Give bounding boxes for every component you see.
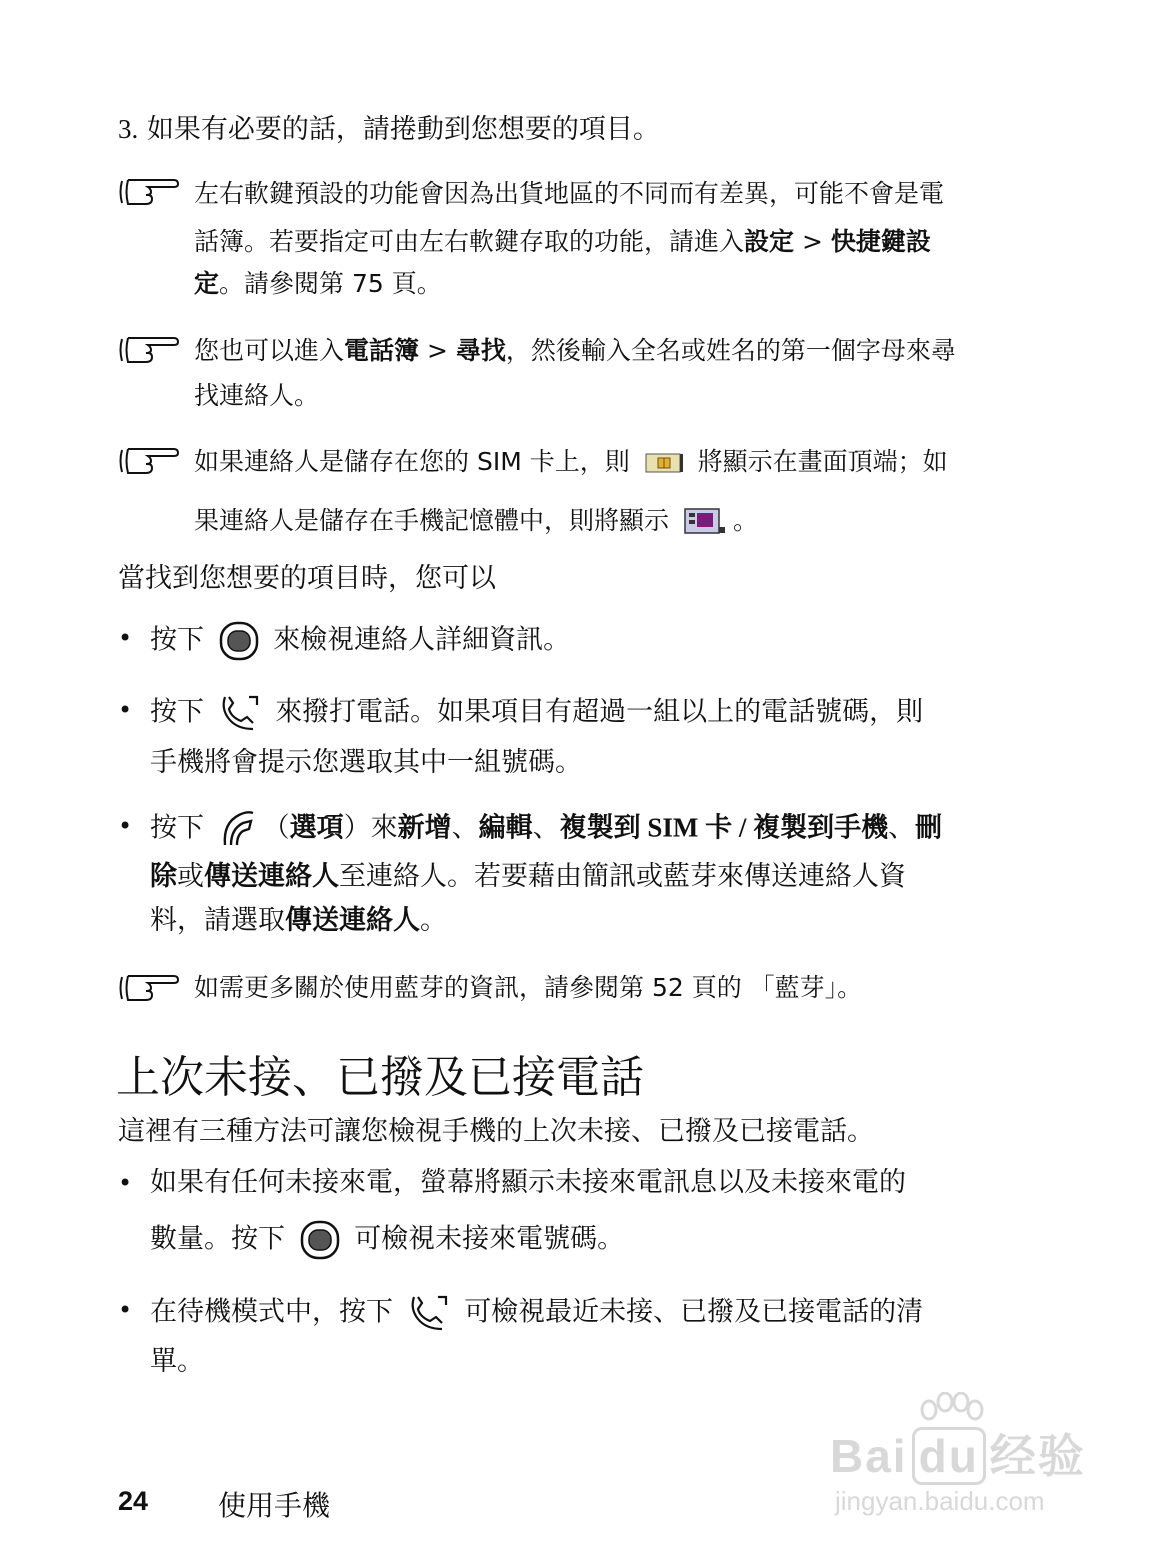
pointing-hand-icon	[118, 973, 180, 1003]
section-bullet-1-line-2	[150, 1220, 624, 1260]
bullet-text: （	[262, 812, 290, 844]
bullet-dot: •	[118, 1169, 133, 1197]
bullet-dot: •	[118, 812, 133, 840]
bullet-text: 。	[420, 905, 447, 936]
menu-send-contact: 傳送連絡人	[204, 861, 339, 892]
menu-shortcut: 快捷鍵設	[830, 227, 931, 256]
note-4: 如需更多關於使用藍芽的資訊，請參閱第 52 頁的 「藍芽」。	[194, 973, 863, 1002]
send-key-icon	[408, 1293, 450, 1333]
step-3	[118, 112, 660, 147]
menu-edit: 編輯	[478, 812, 533, 844]
step-number: 3.	[118, 114, 139, 144]
note-1-line-2	[194, 226, 931, 258]
bullet-dot: •	[118, 696, 133, 724]
note-text: 話簿。若要指定可由左右軟鍵存取的功能，請進入	[194, 227, 745, 256]
bullet-text: 按下	[150, 624, 204, 656]
bullet-text: 料，請選取	[150, 905, 285, 936]
bullet-text: 或	[177, 861, 204, 892]
pointing-hand-icon	[118, 446, 180, 476]
bullet-text: 按下	[150, 812, 204, 844]
section-heading: 上次未接、已撥及已接電話	[116, 1052, 644, 1103]
note-text: 如果連絡人是儲存在您的 SIM 卡上，則	[194, 447, 630, 476]
chapter-title: 使用手機	[218, 1489, 331, 1522]
paw-icon	[915, 1392, 985, 1432]
note-text: 果連絡人是儲存在手機記憶體中，則將顯示	[194, 506, 670, 535]
bullet-text: 按下	[150, 696, 204, 728]
note-2-line-1	[194, 335, 956, 367]
page-number: 24	[118, 1486, 149, 1516]
sim-card-icon	[644, 450, 684, 476]
bullet-1	[150, 621, 570, 661]
menu-find: 尋找	[455, 336, 506, 365]
pointing-hand-icon	[118, 335, 180, 365]
bullet-dot: •	[118, 1296, 133, 1324]
menu-options: 選項	[289, 812, 344, 844]
menu-settings: 設定	[744, 227, 795, 256]
note-2-line-2: 找連絡人。	[194, 381, 320, 410]
bullet-dot: •	[118, 624, 133, 652]
note-text: 將顯示在畫面頂端；如	[697, 447, 948, 476]
bullet-text: 可檢視未接來電號碼。	[354, 1223, 625, 1255]
bullet-text: 、	[888, 812, 916, 844]
note-1-line-3	[194, 268, 442, 300]
note-3-line-2	[194, 505, 758, 537]
note-text: ，然後輸入全名或姓名的第一個字母來尋	[505, 336, 956, 365]
bullet-3-line-3	[150, 904, 447, 938]
bullet-text: 在待機模式中，按下	[150, 1296, 393, 1328]
menu-phonebook: 電話簿	[344, 336, 420, 365]
pointing-hand-icon	[118, 177, 180, 207]
section-bullet-2-line-1	[150, 1293, 923, 1333]
menu-send-contact: 傳送連絡人	[285, 905, 420, 936]
intro-text: 當找到您想要的項目時，您可以	[118, 563, 496, 594]
bullet-text: ）來	[343, 812, 398, 844]
separator: >	[794, 227, 831, 256]
bullet-3-line-1	[150, 809, 942, 849]
note-text: 。請參閱第 75 頁。	[219, 269, 442, 298]
note-text: 。	[732, 506, 758, 535]
watermark-du: du	[912, 1427, 986, 1485]
section-bullet-2-line-2: 單。	[150, 1346, 204, 1377]
bullet-text: 數量。按下	[150, 1223, 285, 1255]
watermark-url: jingyan.baidu.com	[835, 1486, 1045, 1516]
bullet-text: 至連絡人。若要藉由簡訊或藍芽來傳送連絡人資	[339, 861, 906, 892]
ok-key-icon	[219, 621, 259, 661]
bullet-text: 可檢視最近未接、已撥及已接電話的清	[464, 1296, 924, 1328]
bullet-2-line-1	[150, 693, 923, 733]
bullet-text: 來檢視連絡人詳細資訊。	[273, 624, 571, 656]
menu-copy-to: 複製到	[559, 812, 641, 844]
step-text: 如果有必要的話，請捲動到您想要的項目。	[146, 114, 660, 145]
bullet-text: 來撥打電話。如果項目有超過一組以上的電話號碼，則	[275, 696, 924, 728]
menu-sim-card: SIM 卡 /	[640, 812, 754, 843]
ok-key-icon	[300, 1220, 340, 1260]
section-bullet-1-line-1: 如果有任何未接來電，螢幕將顯示未接來電訊息以及未接來電的	[150, 1167, 906, 1198]
phone-memory-icon	[683, 507, 727, 537]
section-intro: 這裡有三種方法可讓您檢視手機的上次未接、已撥及已接電話。	[118, 1116, 874, 1147]
bullet-2-line-2: 手機將會提示您選取其中一組號碼。	[150, 747, 582, 778]
watermark-brand: Bai	[830, 1430, 908, 1482]
note-text: 您也可以進入	[194, 336, 345, 365]
separator: >	[419, 336, 456, 365]
watermark-cn: 经验	[989, 1430, 1086, 1482]
menu-copy-to-phone: 複製到手機	[753, 812, 889, 844]
menu-add: 新增	[397, 812, 452, 844]
note-3-line-1	[194, 446, 948, 478]
note-1-line-1: 左右軟鍵預設的功能會因為出貨地區的不同而有差異，可能不會是電	[194, 179, 945, 208]
left-softkey-icon	[219, 809, 257, 849]
bullet-text: 、	[532, 812, 560, 844]
menu-delete: 刪	[915, 812, 943, 844]
send-key-icon	[219, 693, 261, 733]
menu-delete-cont: 除	[150, 861, 177, 892]
bullet-text: 、	[451, 812, 479, 844]
bullet-3-line-2	[150, 860, 906, 894]
menu-shortcut-cont: 定	[194, 269, 220, 298]
